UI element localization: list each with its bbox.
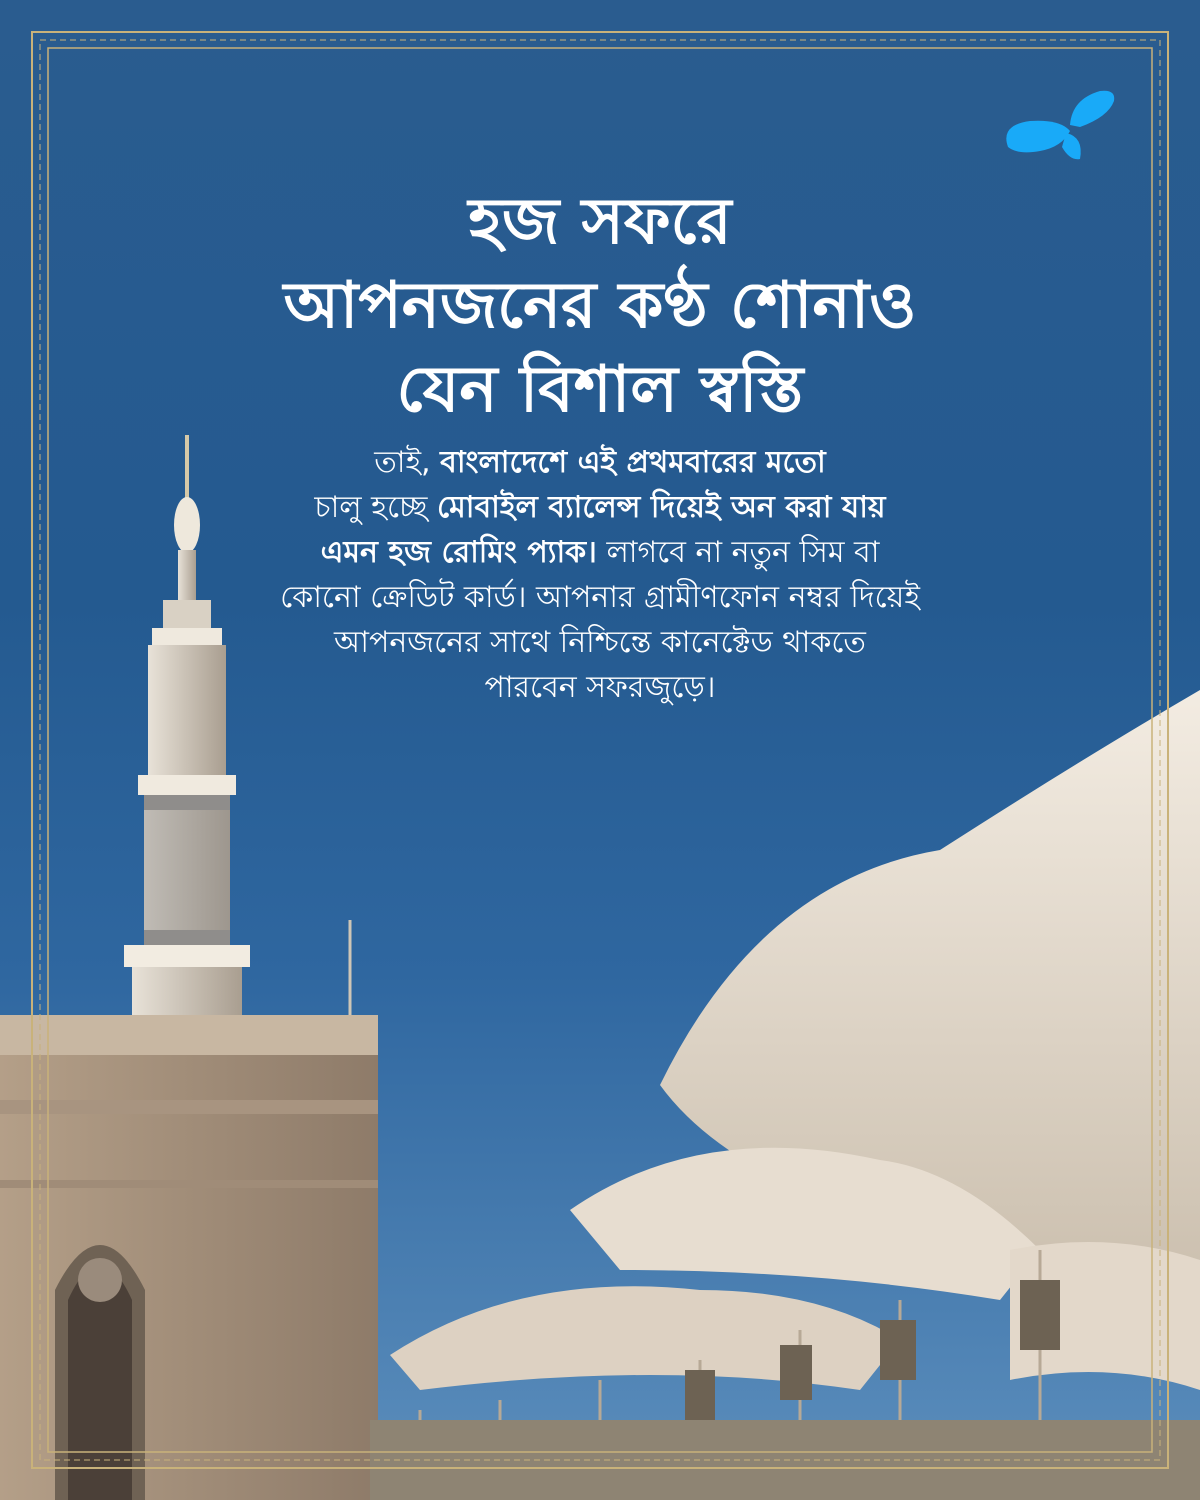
body-line-3 [180, 530, 1020, 575]
body-line-5: আপনজনের সাথে নিশ্চিন্তে কানেক্টেড থাকতে [334, 625, 866, 660]
umbrella-canopies [370, 690, 1200, 1500]
body-line-6: পারবেন সফরজুড়ে। [484, 670, 716, 705]
headline-line-2: আপনজনের কণ্ঠ শোনাও [283, 269, 917, 343]
headline-line-1: হজ সফরে [468, 185, 732, 259]
body-paragraph [180, 440, 1020, 710]
body-highlight: বাংলাদেশে এই প্রথমবারের মতো [440, 445, 826, 480]
body-line-4: কোনো ক্রেডিট কার্ড। আপনার গ্রামীণফোন নম্বর দিয়েই [280, 580, 920, 615]
body-text: চালু হচ্ছে [314, 490, 428, 525]
body-text: তাই, [374, 445, 431, 480]
telenor-logo-icon [1000, 85, 1120, 165]
body-text: লাগবে না নতুন সিম বা [606, 535, 880, 570]
body-line-2 [180, 485, 1020, 530]
body-highlight: এমন হজ রোমিং প্যাক। [320, 535, 597, 570]
headline [150, 180, 1050, 432]
headline-line-3: যেন বিশাল স্বস্তি [396, 353, 804, 427]
body-highlight: মোবাইল ব্যালেন্স দিয়েই অন করা যায় [436, 490, 886, 525]
body-line-1 [180, 440, 1020, 485]
